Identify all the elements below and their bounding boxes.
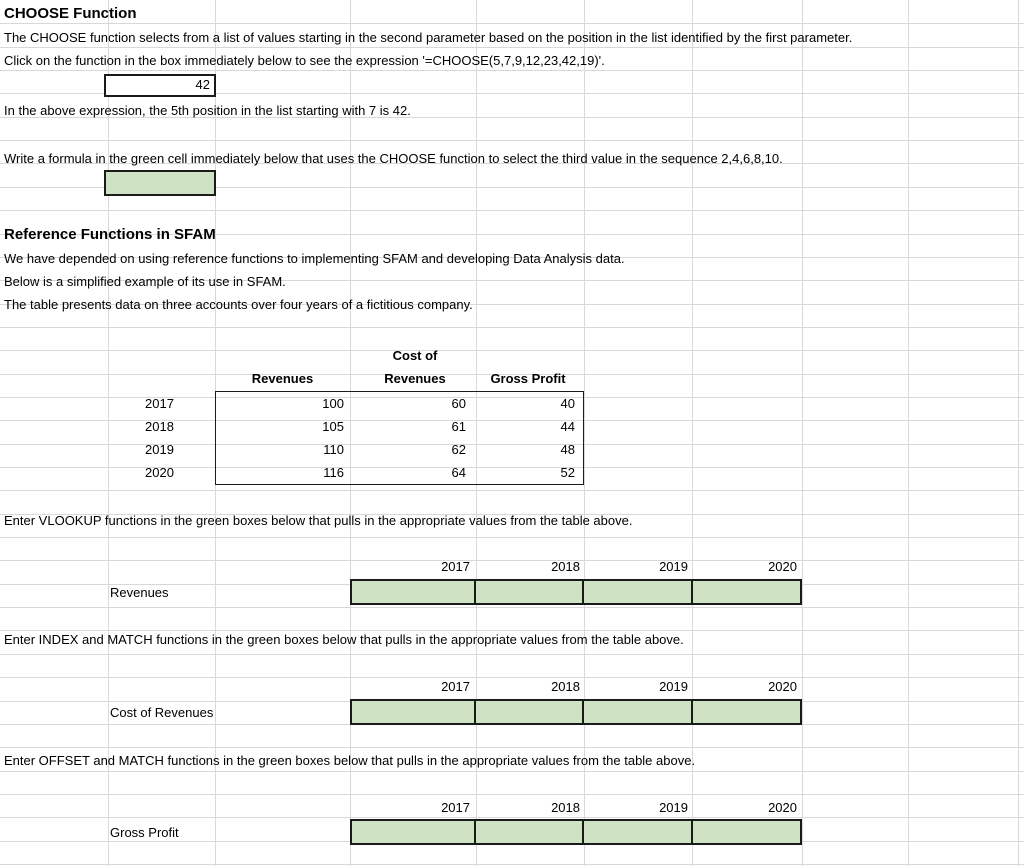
offset-match-year-header: 2019: [659, 800, 688, 815]
reference-title: Reference Functions in SFAM: [4, 226, 216, 243]
header-cost-line-1: Cost of: [392, 348, 438, 363]
choose-note: In the above expression, the 5th position in the list starting with 7 is 42.: [4, 103, 411, 118]
revenues-cell: 105: [322, 419, 344, 434]
revenues-cell: 110: [323, 442, 344, 457]
index-match-year-header: 2019: [659, 679, 688, 694]
year-cell: 2019: [145, 442, 174, 457]
year-cell: 2018: [145, 419, 174, 434]
year-cell: 2017: [145, 396, 174, 411]
gross-profit-cell: 40: [560, 396, 575, 411]
offset-match-instruction: Enter OFFSET and MATCH functions in the green boxes below that pulls in the appropriate values from the table above.: [4, 753, 696, 768]
index-match-input-2018[interactable]: [474, 699, 584, 725]
cost-cell: 64: [451, 465, 466, 480]
choose-description-1: The CHOOSE function selects from a list of values starting in the second parameter based on the position in the list identified by the first parameter.: [4, 30, 853, 45]
index-match-year-header: 2018: [551, 679, 580, 694]
cost-cell: 61: [451, 419, 466, 434]
choose-instruction: Write a formula in the green cell immediately below that uses the CHOOSE function to select the third value in the sequence 2,4,6,8,10.: [4, 151, 783, 166]
reference-line-2: Below is a simplified example of its use in SFAM.: [4, 274, 286, 289]
revenues-cell: 116: [323, 465, 344, 480]
index-match-row-label: Cost of Revenues: [110, 705, 214, 720]
vlookup-input-2020[interactable]: [691, 579, 802, 605]
header-revenues: Revenues: [251, 371, 314, 386]
year-cell: 2020: [145, 465, 174, 480]
offset-match-input-2018[interactable]: [474, 819, 584, 845]
header-cost-line-2: Revenues: [384, 371, 446, 386]
revenues-cell: 100: [322, 396, 344, 411]
index-match-input-2019[interactable]: [582, 699, 693, 725]
offset-match-input-2017[interactable]: [350, 819, 476, 845]
offset-match-year-header: 2020: [768, 800, 797, 815]
vlookup-input-2019[interactable]: [582, 579, 693, 605]
vlookup-input-2017[interactable]: [350, 579, 476, 605]
gross-profit-cell: 48: [560, 442, 575, 457]
reference-line-1: We have depended on using reference functions to implementing SFAM and developing Data Analysis data.: [4, 251, 625, 266]
index-match-input-2020[interactable]: [691, 699, 802, 725]
vlookup-year-header: 2019: [659, 559, 688, 574]
index-match-input-2017[interactable]: [350, 699, 476, 725]
choose-title: CHOOSE Function: [4, 5, 137, 22]
vlookup-year-header: 2018: [551, 559, 580, 574]
cost-cell: 62: [451, 442, 466, 457]
vlookup-row-label: Revenues: [110, 585, 169, 600]
vlookup-instruction: Enter VLOOKUP functions in the green boxes below that pulls in the appropriate values from the table above.: [4, 513, 633, 528]
choose-answer-cell[interactable]: [104, 170, 216, 196]
vlookup-input-2018[interactable]: [474, 579, 584, 605]
offset-match-row-label: Gross Profit: [110, 825, 179, 840]
choose-result-value: 42: [195, 77, 210, 92]
index-match-year-header: 2020: [768, 679, 797, 694]
choose-description-2: Click on the function in the box immediately below to see the expression '=CHOOSE(5,7,9,12,23,42,19)'.: [4, 53, 605, 68]
offset-match-input-2020[interactable]: [691, 819, 802, 845]
reference-line-3: The table presents data on three accounts over four years of a fictitious company.: [4, 297, 473, 312]
index-match-year-header: 2017: [441, 679, 470, 694]
offset-match-input-2019[interactable]: [582, 819, 693, 845]
index-match-instruction: Enter INDEX and MATCH functions in the green boxes below that pulls in the appropriate values from the table above.: [4, 632, 684, 647]
offset-match-year-header: 2018: [551, 800, 580, 815]
header-gross-profit: Gross Profit: [490, 371, 566, 386]
gross-profit-cell: 52: [560, 465, 575, 480]
gross-profit-cell: 44: [560, 419, 575, 434]
cost-cell: 60: [451, 396, 466, 411]
vlookup-year-header: 2017: [441, 559, 470, 574]
vlookup-year-header: 2020: [768, 559, 797, 574]
offset-match-year-header: 2017: [441, 800, 470, 815]
